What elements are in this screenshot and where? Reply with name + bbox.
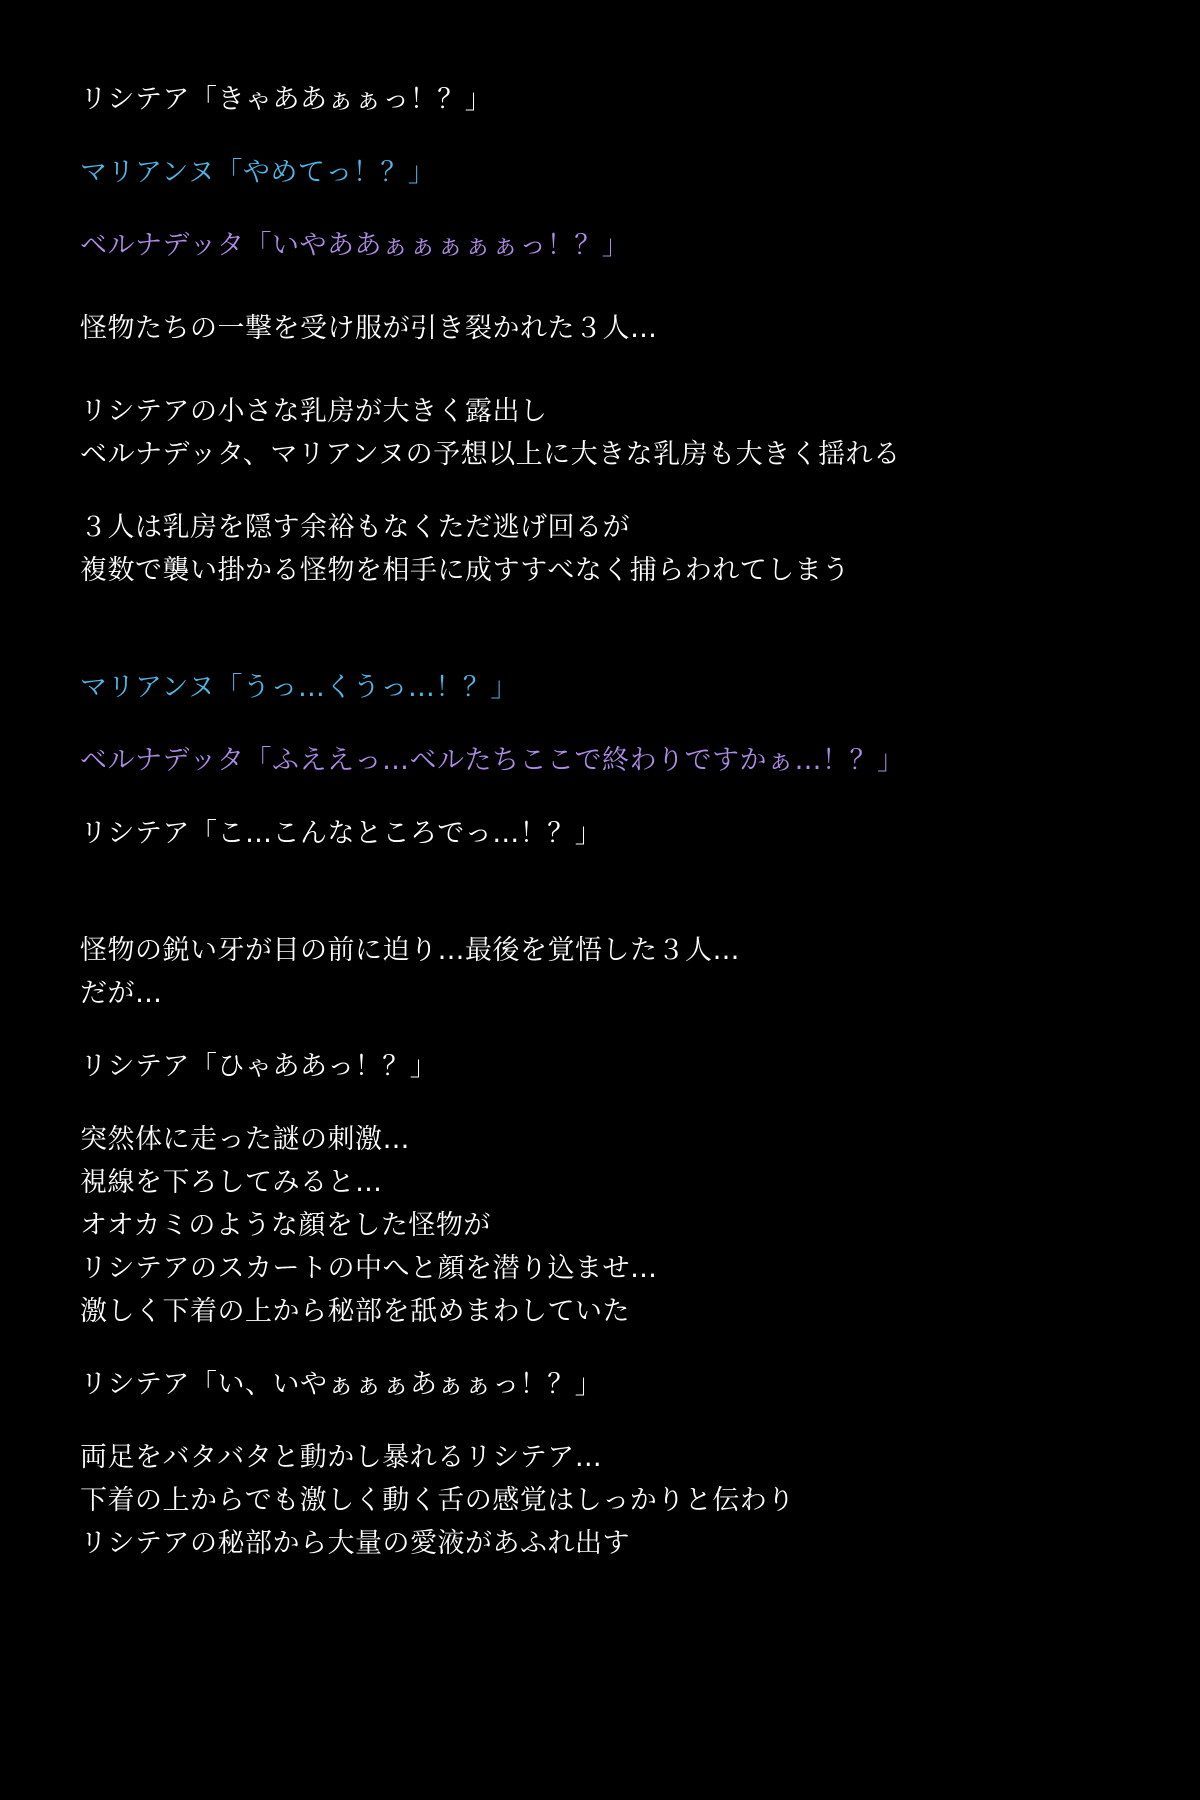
narration-line: 視線を下ろしてみると… [80, 1167, 383, 1198]
narration-line: オオカミのような顔をした怪物が [80, 1210, 491, 1241]
story-block [80, 151, 1120, 194]
paragraph-spacer [80, 380, 1120, 390]
narration-line: リシテアの小さな乳房が大きく露出し [80, 396, 548, 427]
narration-line: リシテアの秘部から大量の愛液があふれ出す [80, 1528, 630, 1559]
narration-line: ３人は乳房を隠す余裕もなくただ逃げ回るが [80, 512, 630, 543]
paragraph-spacer [80, 885, 1120, 929]
narration-line: だが… [80, 978, 163, 1009]
story-block [80, 1045, 1120, 1088]
dialogue-line-lysithea: リシテア「ひゃああっ！？」 [80, 1051, 438, 1082]
story-block [80, 307, 1120, 350]
story-block [80, 666, 1120, 709]
paragraph-spacer [80, 622, 1120, 666]
narration-line: ベルナデッタ、マリアンヌの予想以上に大きな乳房も大きく揺れる [80, 439, 901, 470]
story-block [80, 1118, 1120, 1333]
story-block [80, 78, 1120, 121]
dialogue-line-bernadetta: ベルナデッタ「いやああぁぁぁぁぁっ！？」 [80, 230, 630, 261]
narration-line: 両足をバタバタと動かし暴れるリシテア… [80, 1442, 603, 1473]
story-block [80, 1363, 1120, 1406]
dialogue-line-marianne: マリアンヌ「やめてっ！？」 [80, 157, 436, 188]
dialogue-line-lysithea: リシテア「い、いやぁぁぁあぁぁっ！？」 [80, 1369, 603, 1400]
story-block [80, 739, 1120, 782]
story-block [80, 390, 1120, 476]
dialogue-line-bernadetta: ベルナデッタ「ふええっ…ベルたちここで終わりですかぁ…！？」 [80, 745, 905, 776]
story-block [80, 1436, 1120, 1565]
narration-line: 下着の上からでも激しく動く舌の感覚はしっかりと伝わり [80, 1485, 795, 1516]
dialogue-line-marianne: マリアンヌ「うっ…くうっ…！？」 [80, 672, 518, 703]
story-block [80, 506, 1120, 592]
narration-line: リシテアのスカートの中へと顔を潜り込ませ… [80, 1253, 658, 1284]
story-block [80, 929, 1120, 1015]
dialogue-line-lysithea: リシテア「きゃああぁぁっ！？」 [80, 84, 493, 115]
dialogue-line-lysithea: リシテア「こ…こんなところでっ…！？」 [80, 818, 603, 849]
story-block [80, 812, 1120, 855]
story-block [80, 224, 1120, 267]
narration-line: 突然体に走った謎の刺激… [80, 1124, 410, 1155]
paragraph-spacer [80, 297, 1120, 307]
story-text-container [80, 78, 1120, 1565]
narration-line: 複数で襲い掛かる怪物を相手に成すすべなく捕らわれてしまう [80, 555, 850, 586]
narration-line: 怪物たちの一撃を受け服が引き裂かれた３人… [80, 313, 658, 344]
narration-line: 激しく下着の上から秘部を舐めまわしていた [80, 1296, 630, 1327]
narration-line: 怪物の鋭い牙が目の前に迫り…最後を覚悟した３人… [80, 935, 740, 966]
